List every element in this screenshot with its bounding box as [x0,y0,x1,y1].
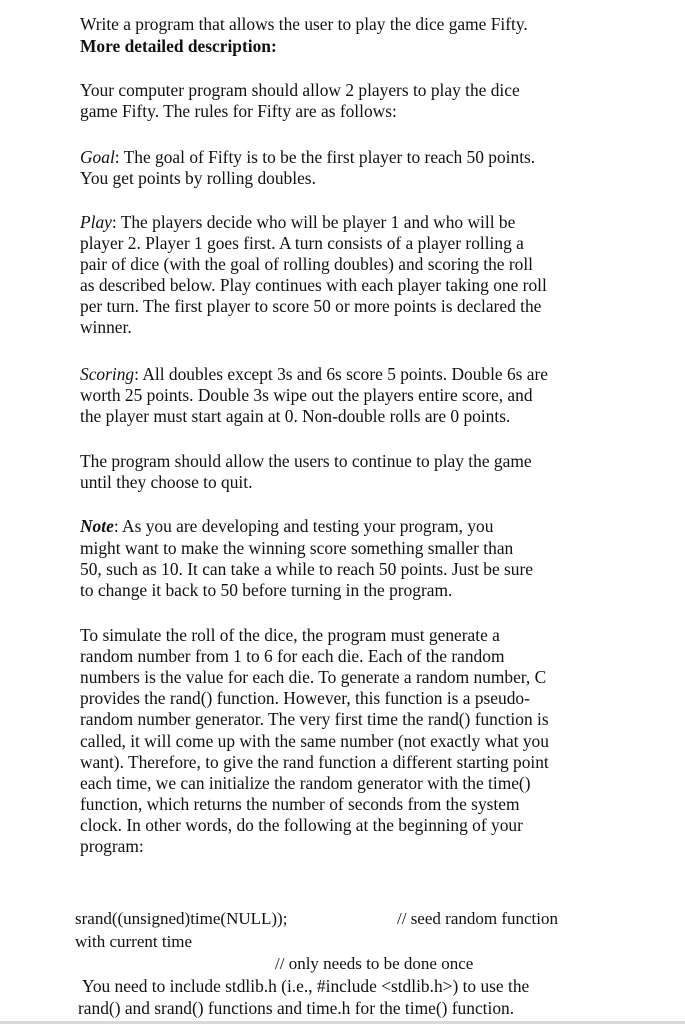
p1-line-2: game Fifty. The rules for Fifty are as follows: [80,101,397,121]
note-line-3: 50, such as 10. It can take a while to reach 50 points. Just be sure [80,559,534,579]
random-line-10: clock. In other words, do the following at the beginning of your [80,815,523,835]
play-text: : The players decide who will be player 1 and who will be [111,212,516,232]
play-line-4: as described below. Play continues with each player taking one roll [80,275,547,295]
random-line-6: called, it will come up with the same number (not exactly what you [80,731,549,751]
play-line-1 [80,212,515,233]
random-line-8: each time, we can initialize the random generator with the time() [80,773,531,793]
play-term: Play [80,212,112,232]
random-line-5: random number generator. The very first time the rand() function is [80,709,549,729]
play-line-2: player 2. Player 1 goes first. A turn consists of a player rolling a [80,233,524,253]
note-line-2: might want to make the winning score something smaller than [80,538,514,558]
code-comment-once: // only needs to be done once [275,954,474,973]
play-line-5: per turn. The first player to score 50 or more points is declared the [80,296,542,316]
goal-text: : The goal of Fifty is to be the first player to reach 50 points. [114,147,536,167]
intro-heading: More detailed description: [80,36,277,56]
scoring-line-3: the player must start again at 0. Non-double rolls are 0 points. [80,406,511,426]
code-comment-seed-cont: with current time [75,932,193,951]
random-line-3: numbers is the value for each die. To generate a random number, C [80,667,547,687]
goal-term: Goal [80,147,115,167]
include-line-2: rand() and srand() functions and time.h for the time() function. [78,998,515,1018]
random-line-1: To simulate the roll of the dice, the program must generate a [80,625,500,645]
note-term: Note [80,516,114,536]
note-line-4: to change it back to 50 before turning in the program. [80,580,453,600]
code-srand-call: srand((unsigned)time(NULL)); [75,909,288,928]
include-line-1: You need to include stdlib.h (i.e., #include <stdlib.h>) to use the [82,976,530,996]
continue-line-2: until they choose to quit. [80,472,253,492]
goal-line-2: You get points by rolling doubles. [80,168,316,188]
note-text: : As you are developing and testing your program, you [113,516,494,536]
random-line-9: function, which returns the number of seconds from the system [80,794,520,814]
random-line-7: want). Therefore, to give the rand function a different starting point [80,752,549,772]
scoring-term: Scoring [80,364,135,384]
random-line-11: program: [80,836,144,856]
continue-line-1: The program should allow the users to continue to play the game [80,451,532,471]
scoring-line-1 [80,364,548,385]
intro-line-1: Write a program that allows the user to play the dice game Fifty. [80,14,528,34]
code-comment-seed: // seed random function [397,909,558,928]
goal-line-1 [80,147,535,168]
play-line-3: pair of dice (with the goal of rolling doubles) and scoring the roll [80,254,534,274]
scoring-text: : All doubles except 3s and 6s score 5 points. Double 6s are [134,364,549,384]
scoring-line-2: worth 25 points. Double 3s wipe out the players entire score, and [80,385,533,405]
random-line-4: provides the rand() function. However, this function is a pseudo- [80,688,530,708]
random-line-2: random number from 1 to 6 for each die. Each of the random [80,646,505,666]
note-line-1 [80,516,493,537]
play-line-6: winner. [80,317,132,337]
p1-line-1: Your computer program should allow 2 players to play the dice [80,80,520,100]
